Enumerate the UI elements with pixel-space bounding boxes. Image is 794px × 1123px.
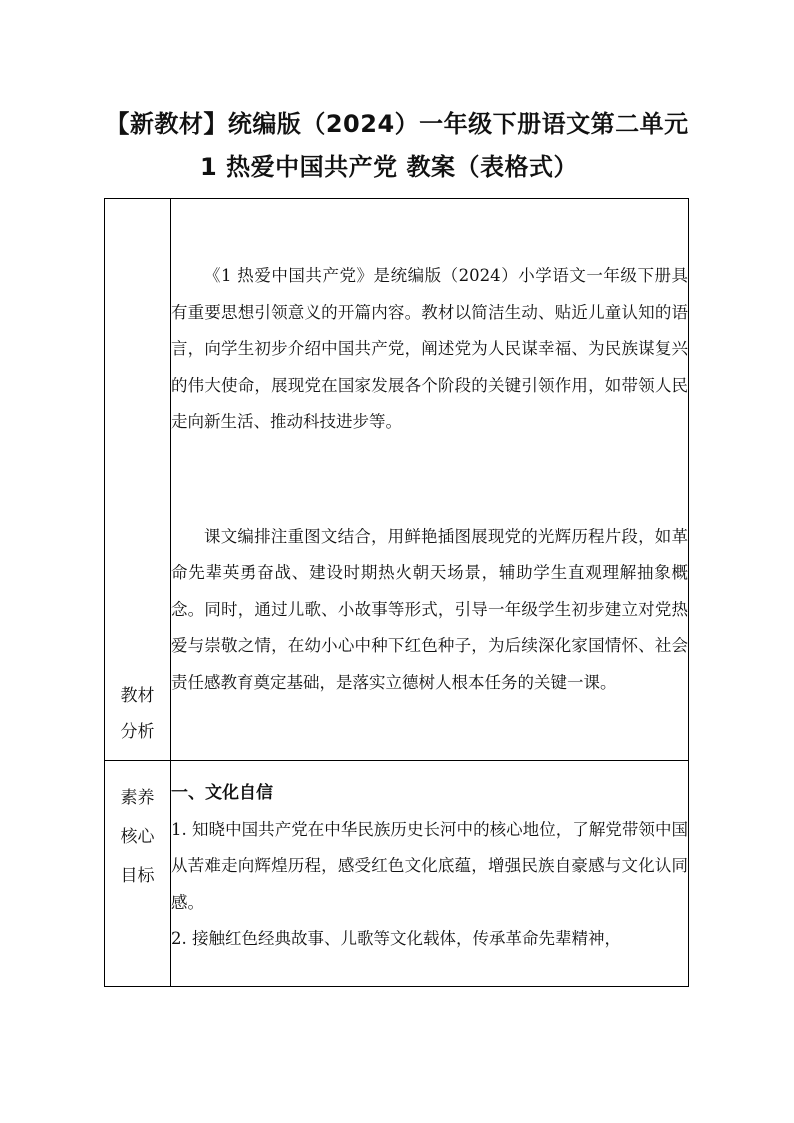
label-line: 素养: [120, 788, 155, 808]
section-heading: 一、文化自信: [171, 783, 273, 803]
lesson-plan-table: [104, 198, 689, 987]
label-line: 分析: [120, 722, 155, 742]
row-label-material-analysis: [105, 199, 171, 761]
goal-item: 2. 接触红色经典故事、儿歌等文化载体，传承革命先辈精神，: [171, 929, 621, 948]
table-row-material-analysis: [105, 199, 689, 761]
blank-spacer: [171, 441, 688, 519]
label-line: 目标: [120, 866, 155, 886]
paragraph: 《1 热爱中国共产党》是统编版（2024）小学语文一年级下册具有重要思想引领意义的开篇内容。教材以简洁生动、贴近儿童认知的语言，向学生初步介绍中国共产党，阐述党为人民谋幸福、为民族谋复兴的伟大使命，展现党在国家发展各个阶段的关键引领作用，如带领人民走向新生活、推动科技进步等。: [171, 266, 688, 431]
core-literacy-goals-content: [171, 761, 689, 987]
table-row-core-literacy-goals: [105, 761, 689, 987]
label-line: 核心: [120, 827, 155, 847]
goal-item: 1. 知晓中国共产党在中华民族历史长河中的核心地位，了解党带领中国从苦难走向辉煌历程，感受红色文化底蕴，增强民族自豪感与文化认同感。: [171, 819, 688, 912]
material-analysis-content: [171, 199, 689, 761]
paragraph: 课文编排注重图文结合，用鲜艳插图展现党的光辉历程片段，如革命先辈英勇奋战、建设时期热火朝天场景，辅助学生直观理解抽象概念。同时，通过儿歌、小故事等形式，引导一年级学生初步建立对党热爱与崇敬之情，在幼小心中种下红色种子，为后续深化家国情怀、社会责任感教育奠定基础，是落实立德树人根本任务的关键一课。: [171, 526, 688, 692]
row-label-core-literacy-goals: [105, 761, 171, 987]
document-subtitle: 1 热爱中国共产党 教案（表格式）: [200, 153, 578, 181]
document-title: 【新教材】统编版（2024）一年级下册语文第二单元: [105, 110, 689, 138]
label-line: 教材: [120, 686, 155, 706]
